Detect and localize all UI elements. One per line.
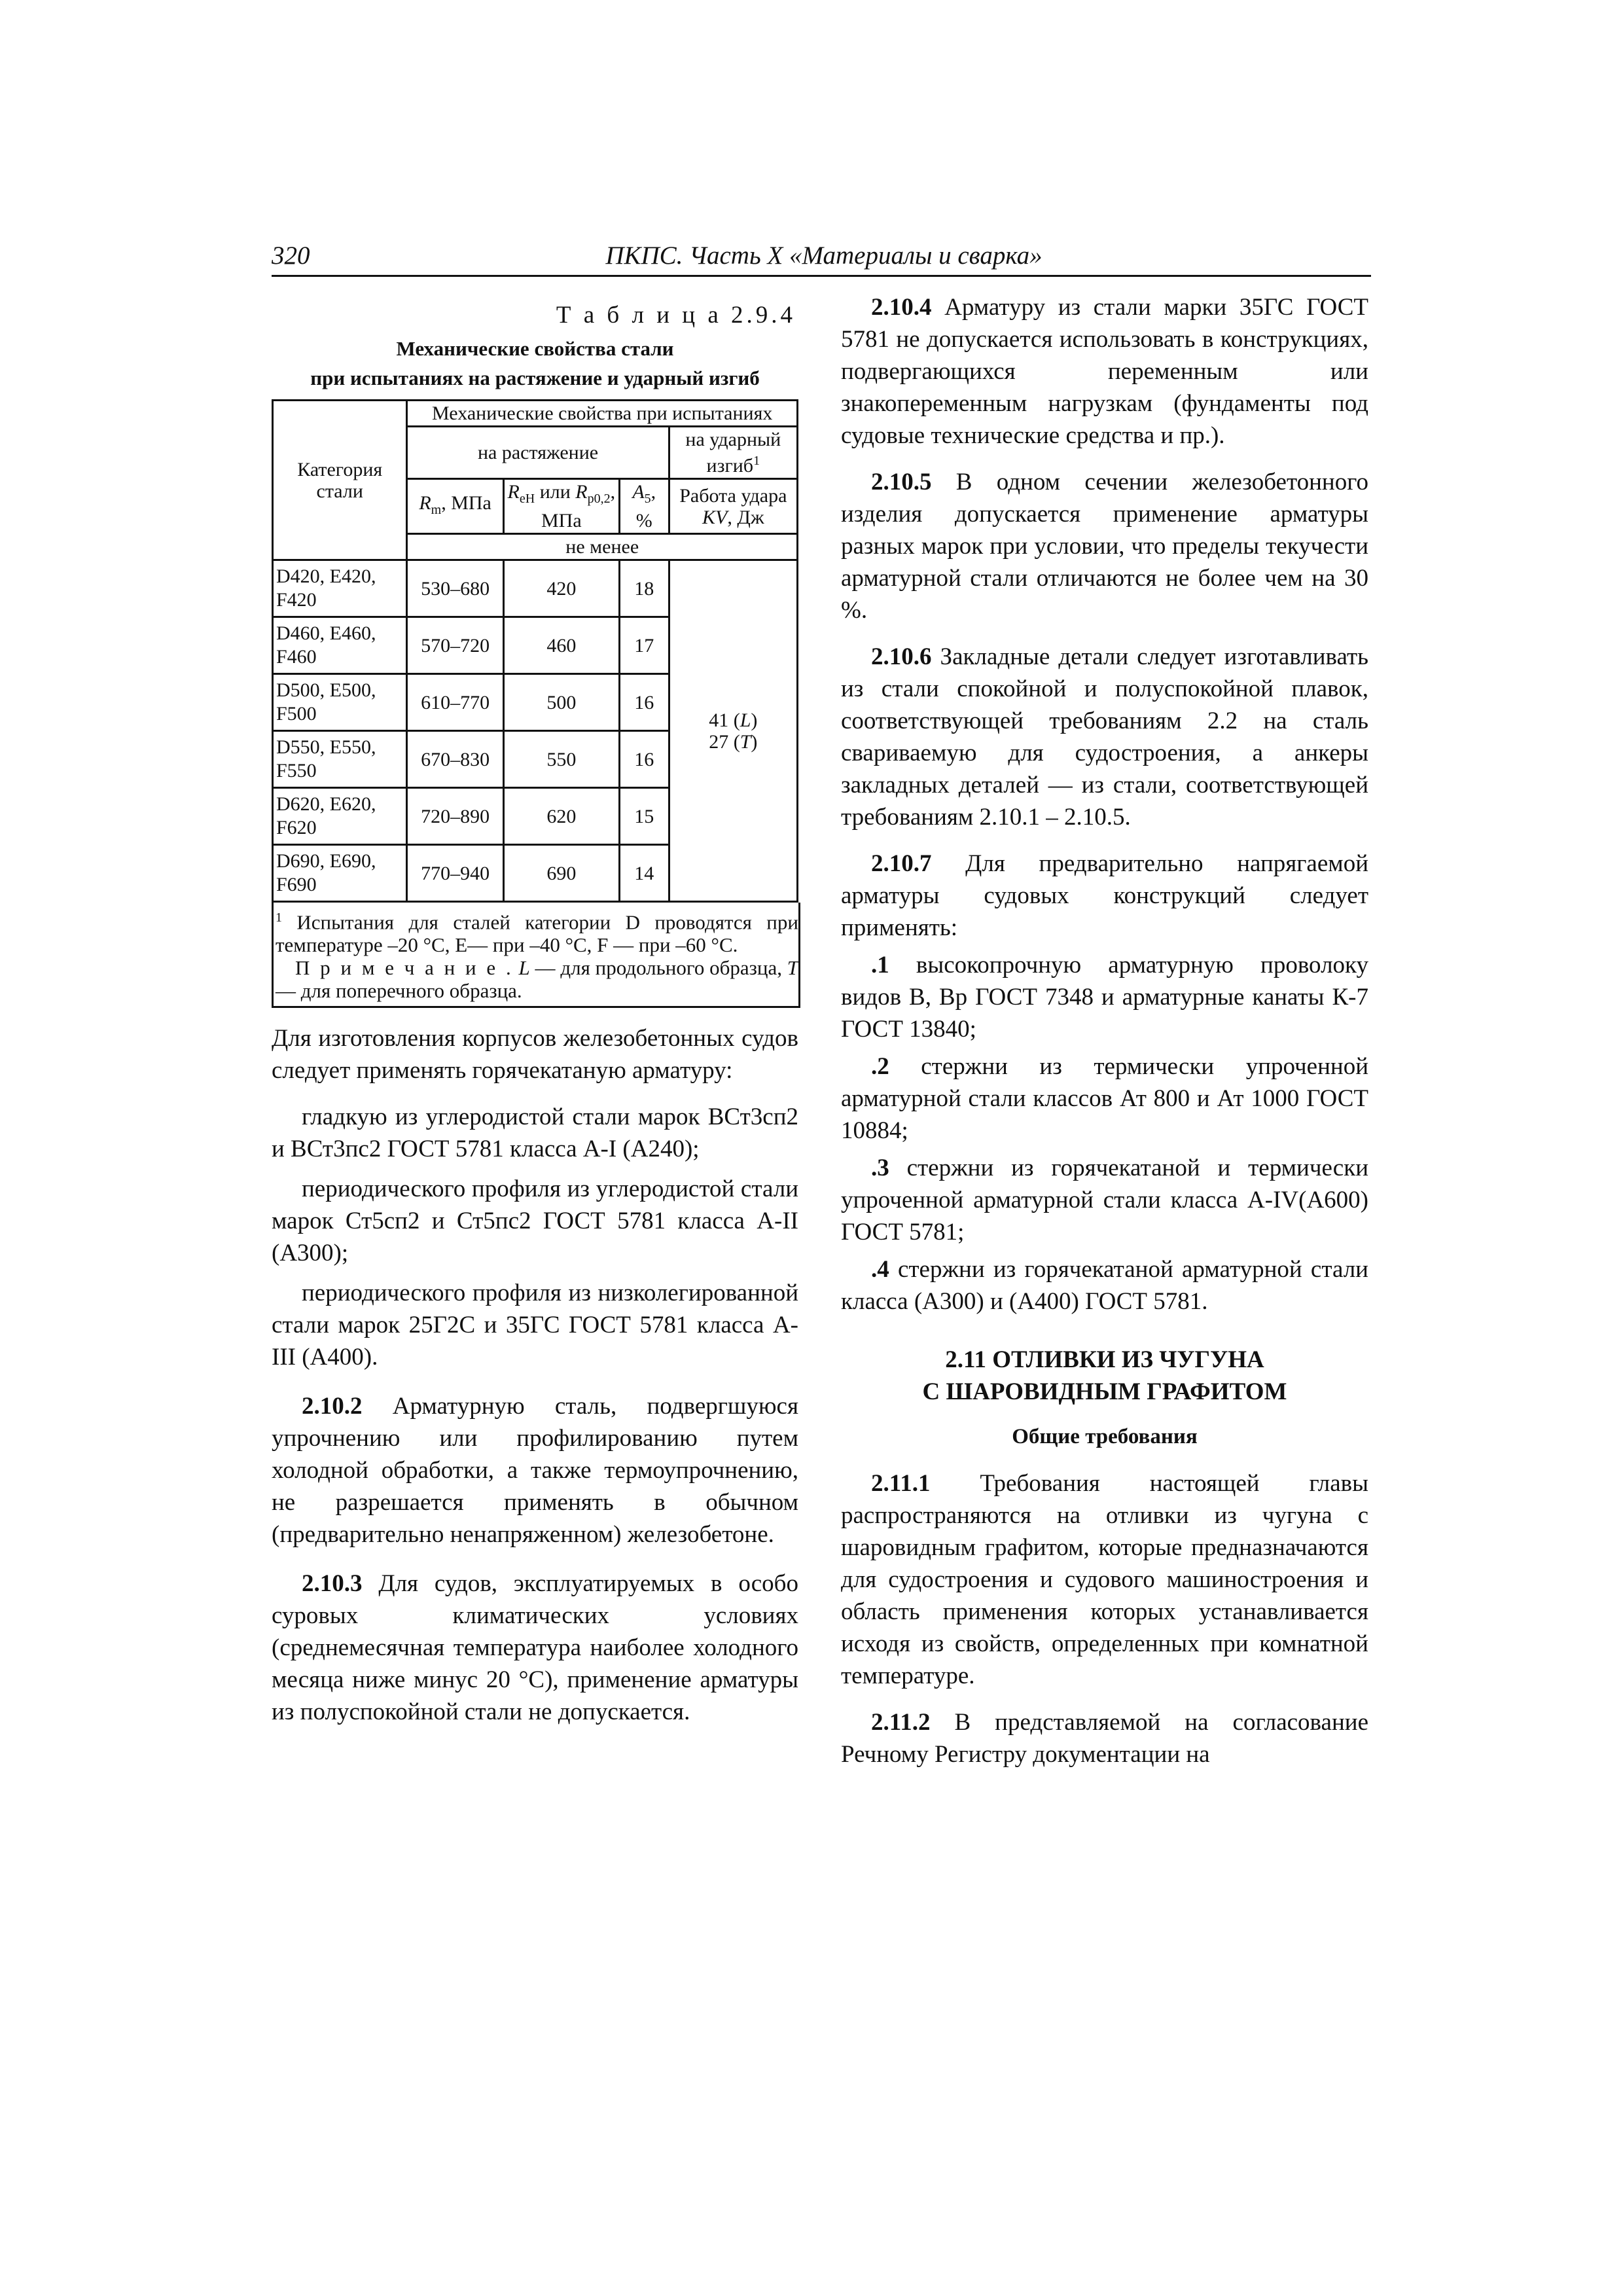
table-footnote: $^1$ Испытания для сталей категории D проводятся при температуре –20 °С, E— при –40 °С, F — при –60 °С. [276, 910, 798, 957]
clause-2-10-5: 2.10.5 В одном сечении железобетонного изделия допускается применение арматуры разных марок при условии, что пределы текучести арматурной стали отличаются не более чем на 30 %. [841, 469, 1368, 624]
paragraph-intro: Для изготовления корпусов железобетонных судов следует применять горячекатаную арматуру: [272, 1025, 798, 1085]
header-work: Работа удара KV, Дж [669, 479, 797, 534]
clause-2-11-1: 2.11.1 Требования настоящей главы распространяются на отливки из чугуна с шаровидным графитом, которые предназначаются для судостроения и судового машиностроения и область применения которых устанавливается исходя из свойств, определенных при комнатной температуре. [841, 1470, 1368, 1689]
left-column [272, 291, 798, 1728]
list-item: .1 высокопрочную арматурную проволоку видов В, Вр ГОСТ 7348 и арматурные канаты К-7 ГОСТ 13840; [841, 952, 1368, 1043]
list-item: .4 стержни из горячекатаной арматурной стали класса (А300) и (А400) ГОСТ 5781. [841, 1256, 1368, 1315]
clause-2-11-2: 2.11.2 В представляемой на согласование Речному Регистру документации на [841, 1709, 1368, 1768]
paragraph-smooth: гладкую из углеродистой стали марок ВСт3сп2 и ВСт3пс2 ГОСТ 5781 класса А-I (А240); [272, 1103, 798, 1163]
list-item: .3 стержни из горячекатаной и термически упроченной арматурной стали класса А-IV(А600) ГОСТ 5781; [841, 1155, 1368, 1246]
table-notes [272, 903, 800, 1008]
section-heading: 2.11 ОТЛИВКИ ИЗ ЧУГУНА С ШАРОВИДНЫМ ГРАФИТОМ [922, 1346, 1287, 1405]
clause-2-10-7: 2.10.7 Для предварительно напрягаемой арматуры судовых конструкций следует применять: [841, 850, 1368, 941]
paragraph-periodic-carbon: периодического профиля из углеродистой стали марок Ст5сп2 и Ст5пс2 ГОСТ 5781 класса А-II (А300); [272, 1175, 798, 1267]
table-caption: Т а б л и ц а 2.9.4 [556, 302, 796, 329]
paragraph-periodic-alloy: периодического профиля из низколегированной стали марок 25Г2С и 35ГС ГОСТ 5781 класса А-III (А400). [272, 1280, 798, 1371]
table-row: D620, E620, F620 720–890 620 15 [273, 788, 798, 845]
subsection-heading: Общие требования [1012, 1425, 1198, 1448]
table-row: D500, E500, F500 610–770 500 16 [273, 674, 798, 731]
list-item: .2 стержни из термически упроченной арматурной стали классов Ат 800 и Ат 1000 ГОСТ 10884; [841, 1053, 1368, 1144]
header-a5: $A_5$, % [619, 479, 669, 534]
clause-2-10-6: 2.10.6 Закладные детали следует изготавливать из стали спокойной и полуспокойной плавок, соответствующей требованиям 2.2 на сталь свариваемую для судостроения, а анкеры закладных деталей — из стали, соответствующей требованиям 2.10.1 – 2.10.5. [841, 643, 1368, 831]
right-column [841, 291, 1368, 1770]
header-impact: на ударный изгиб$^1$ [669, 427, 797, 479]
clause-2-10-4: 2.10.4 Арматуру из стали марки 35ГС ГОСТ 5781 не допускается использовать в конструкциях, подвергающихся переменным или знакопеременным нагрузкам (фундаменты под судовые технические средства и пр.). [841, 294, 1368, 449]
header-category: Категория стали [273, 401, 407, 560]
table-row: D690, E690, F690 770–940 690 14 [273, 845, 798, 902]
running-title: ПКПС. Часть X «Материалы и сварка» [605, 242, 1043, 270]
table-title-line2: при испытаниях на растяжение и ударный изгиб [310, 367, 760, 389]
table-row: D460, E460, F460 570–720 460 17 [273, 617, 798, 674]
table-remark: П р и м е ч а н и е . L — для продольного образца, T — для поперечного образца. [276, 956, 799, 1003]
page-number: 320 [272, 242, 310, 270]
mechanical-properties-table [272, 399, 798, 903]
header-rm: $R_m$, МПа [407, 479, 503, 534]
table-title-line1: Механические свойства стали [396, 337, 674, 360]
header-tension: на растяжение [407, 427, 669, 479]
header-mech-props: Механические свойства при испытаниях [407, 401, 798, 427]
clause-2-10-3: 2.10.3 Для судов, эксплуатируемых в особо суровых климатических условиях (среднемесячная температура наиболее холодного месяца ниже минус 20 °С), применение арматуры из полуспокойной стали не допускается. [272, 1570, 798, 1726]
header-min: не менее [407, 534, 798, 560]
table-row: D420, E420, F420 530–680 420 18 41 (L) 27 (T) [273, 560, 798, 617]
table-row: D550, E550, F550 670–830 550 16 [273, 731, 798, 788]
impact-work-values: 41 (L) 27 (T) [669, 560, 797, 902]
header-reh: $R_{eH}$ или $R_{p0,2}$, МПа [503, 479, 619, 534]
clause-2-10-2: 2.10.2 Арматурную сталь, подвергшуюся упрочнению или профилированию путем холодной обработки, а также термоупрочнению, не разрешается применять в обычном (предварительно ненапряженном) железобетоне. [272, 1393, 798, 1549]
header-rule [272, 275, 1371, 277]
